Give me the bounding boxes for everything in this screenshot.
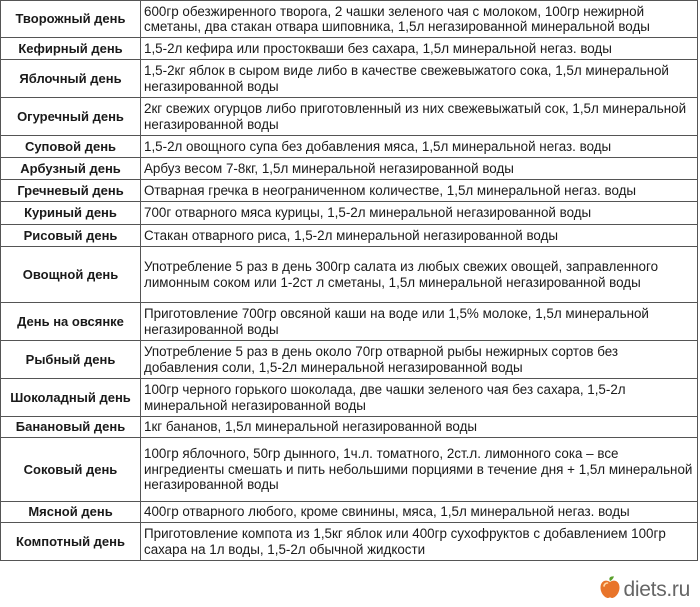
watermark [599,575,690,604]
diet-name-cell: Овощной день [1,247,141,303]
table-row [1,417,698,438]
table-row [1,379,698,417]
diet-description-cell: Приготовление компота из 1,5кг яблок или 400гр сухофруктов с добавлением 100гр сахара на 1л воды, 1,5-2л обычной жидкости [141,523,698,561]
diet-name-cell: Шоколадный день [1,379,141,417]
diet-description-cell: 100гр черного горького шоколада, две чашки зеленого чая без сахара, 1,5-2л минеральной негазированной воды [141,379,698,417]
diet-description-cell: 1,5-2л овощного супа без добавления мяса, 1,5л минеральной негаз. воды [141,136,698,158]
diet-name-cell: Яблочный день [1,60,141,98]
table-row [1,136,698,158]
table-row [1,180,698,202]
table-row [1,1,698,38]
diet-name-cell: Соковый день [1,438,141,502]
diet-name-cell: Банановый день [1,417,141,438]
table-row [1,303,698,341]
table-row [1,158,698,180]
table-row [1,202,698,225]
diet-name-cell: Творожный день [1,1,141,38]
table-row [1,502,698,523]
diet-table-body [1,1,698,561]
diet-description-cell: 1,5-2кг яблок в сыром виде либо в качестве свежевыжатого сока, 1,5л минеральной негазированной воды [141,60,698,98]
diet-description-cell: 1кг бананов, 1,5л минеральной негазированной воды [141,417,698,438]
table-row [1,38,698,60]
diet-name-cell: Огуречный день [1,98,141,136]
diet-name-cell: Гречневый день [1,180,141,202]
diet-name-cell: Компотный день [1,523,141,561]
diet-description-cell: 700г отварного мяса курицы, 1,5-2л минеральной негазированной воды [141,202,698,225]
watermark-text: diets.ru [623,577,690,601]
diet-description-cell: Приготовление 700гр овсяной каши на воде или 1,5% молоке, 1,5л минеральной негазированной воды [141,303,698,341]
table-row [1,60,698,98]
table-row [1,438,698,502]
diet-name-cell: Арбузный день [1,158,141,180]
diet-description-cell: 600гр обезжиренного творога, 2 чашки зеленого чая с молоком, 100гр нежирной сметаны, два стакан отвара шиповника, 1,5л негазированной минеральной воды [141,1,698,38]
diet-description-cell: Отварная гречка в неограниченном количестве, 1,5л минеральной негаз. воды [141,180,698,202]
diet-name-cell: День на овсянке [1,303,141,341]
diet-name-cell: Рыбный день [1,341,141,379]
apple-logo-icon [599,575,621,604]
diet-name-cell: Мясной день [1,502,141,523]
diet-description-cell: 400гр отварного любого, кроме свинины, мяса, 1,5л минеральной негаз. воды [141,502,698,523]
diet-description-cell: Употребление 5 раз в день 300гр салата из любых свежих овощей, заправленного лимонным соком или 1-2ст л сметаны, 1,5л минеральной негазированной воды [141,247,698,303]
diet-description-cell: Стакан отварного риса, 1,5-2л минеральной негазированной воды [141,225,698,247]
diet-description-cell: Арбуз весом 7-8кг, 1,5л минеральной негазированной воды [141,158,698,180]
diet-description-cell: Употребление 5 раз в день около 70гр отварной рыбы нежирных сортов без добавления соли, 1,5-2л минеральной негазированной воды [141,341,698,379]
table-row [1,225,698,247]
diet-description-cell: 1,5-2л кефира или простокваши без сахара, 1,5л минеральной негаз. воды [141,38,698,60]
diet-description-cell: 100гр яблочного, 50гр дынного, 1ч.л. томатного, 2ст.л. лимонного сока – все ингредиенты смешать и пить небольшими порциями в течение дня + 1,5л минеральной негазированной воды [141,438,698,502]
diet-name-cell: Куриный день [1,202,141,225]
table-row [1,523,698,561]
diet-name-cell: Рисовый день [1,225,141,247]
diet-description-cell: 2кг свежих огурцов либо приготовленный из них свежевыжатый сок, 1,5л минеральной негазированной воды [141,98,698,136]
table-row [1,98,698,136]
table-row [1,247,698,303]
table-row [1,341,698,379]
diet-name-cell: Суповой день [1,136,141,158]
diet-name-cell: Кефирный день [1,38,141,60]
